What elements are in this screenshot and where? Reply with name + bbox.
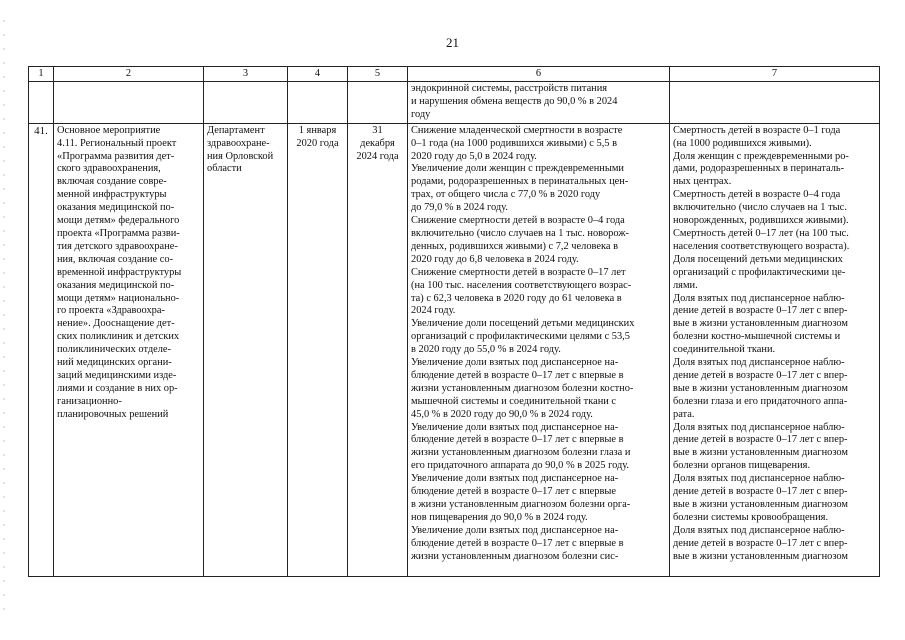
text-line: заций медицинскими изде- bbox=[57, 369, 177, 381]
header-cell: 4 bbox=[288, 67, 348, 82]
text-line: дение детей в возрасте 0–17 лет с впер- bbox=[673, 486, 848, 498]
text-line: родами, родоразрешенных в перинатальных цен- bbox=[411, 176, 629, 188]
text-line: болезни органов пищеварения. bbox=[673, 460, 811, 472]
text-line: включительно (число случаев на 1 тыс. новорож- bbox=[411, 227, 629, 239]
text-line: в 2020 году до 55,0 % в 2024 году. bbox=[411, 344, 561, 356]
end-date-text bbox=[351, 125, 404, 164]
header-cell: 7 bbox=[670, 67, 880, 82]
text-line: лиями и создание в них ор- bbox=[57, 382, 178, 394]
text-line: вые в жизни установленным диагнозом bbox=[673, 447, 848, 459]
text-line: организаций с профилактическими це- bbox=[673, 266, 846, 278]
empty-cell bbox=[670, 82, 880, 124]
text-line: Увеличение доли женщин с преждевременными bbox=[411, 163, 624, 175]
activity-text bbox=[57, 125, 200, 422]
text-line: менной инфраструктуры bbox=[57, 189, 167, 201]
text-line: ний медицинских органи- bbox=[57, 357, 172, 369]
text-line: и нарушения обмена веществ до 90,0 % в 2024 bbox=[411, 95, 618, 107]
text-line: вые в жизни установленным диагнозом bbox=[673, 318, 848, 330]
header-cell: 5 bbox=[348, 67, 408, 82]
text-line: го проекта «Здравоохра- bbox=[57, 305, 165, 317]
text-line: населения соответствующего возраста). bbox=[673, 240, 850, 252]
continuation-results-text bbox=[411, 83, 666, 122]
text-line: Доля взятых под диспансерное наблю- bbox=[673, 292, 845, 304]
text-line: 1 января bbox=[298, 124, 337, 136]
row-number: 41. bbox=[29, 123, 54, 576]
text-line: вые в жизни установленным диагнозом bbox=[673, 550, 848, 562]
text-line: болезни костно-мышечной системы и bbox=[673, 331, 841, 343]
end-date-cell bbox=[348, 123, 408, 576]
text-line: дами, родоразрешенных в перинаталь- bbox=[673, 163, 845, 175]
page-number: 21 bbox=[446, 35, 459, 50]
executor-text bbox=[207, 125, 284, 177]
text-line: Увеличение доли посещений детьми медицинских bbox=[411, 318, 635, 330]
text-line: новорожденных, родившихся живыми). bbox=[673, 215, 849, 227]
text-line: блюдение детей в возрасте 0–17 лет с впервые в bbox=[411, 369, 624, 381]
text-line: 2020 года bbox=[296, 137, 339, 149]
text-line: ния Орловской bbox=[207, 150, 274, 162]
text-line: ских поликлиник и детских bbox=[57, 331, 180, 343]
scan-edge-marks bbox=[3, 20, 5, 620]
text-line: дение детей в возрасте 0–17 лет с впер- bbox=[673, 305, 848, 317]
text-line: Доля взятых под диспансерное наблю- bbox=[673, 357, 845, 369]
text-line: временной инфраструктуры bbox=[57, 266, 182, 278]
text-line: блюдение детей в возрасте 0–17 лет с впервые в bbox=[411, 537, 624, 549]
header-cell: 1 bbox=[29, 67, 54, 82]
table-row-continuation bbox=[29, 82, 880, 124]
text-line: жизни установленным диагнозом болезни глаза и bbox=[411, 447, 631, 459]
text-line: 2020 году до 6,8 человека в 2024 году. bbox=[411, 253, 579, 265]
text-line: оказания медицинской по- bbox=[57, 279, 175, 291]
text-line: соединительной ткани. bbox=[673, 344, 776, 356]
text-line: 2024 года bbox=[356, 150, 399, 162]
empty-cell bbox=[54, 82, 204, 124]
text-line: ского здравоохранения, bbox=[57, 163, 161, 175]
text-line: планировочных решений bbox=[57, 408, 169, 420]
header-cell: 3 bbox=[204, 67, 288, 82]
header-cell: 6 bbox=[408, 67, 670, 82]
empty-cell bbox=[29, 82, 54, 124]
text-line: Увеличение доли взятых под диспансерное на- bbox=[411, 524, 619, 536]
text-line: Увеличение доли взятых под диспансерное на- bbox=[411, 473, 619, 485]
text-line: Снижение смертности детей в возрасте 0–17 лет bbox=[411, 266, 626, 278]
text-line: Увеличение доли взятых под диспансерное на- bbox=[411, 421, 619, 433]
text-line: Доля взятых под диспансерное наблю- bbox=[673, 421, 845, 433]
text-line: (на 1000 родившихся живыми). bbox=[673, 137, 812, 149]
table-header-row bbox=[29, 67, 880, 82]
text-line: Увеличение доли взятых под диспансерное на- bbox=[411, 357, 619, 369]
text-line: вые в жизни установленным диагнозом bbox=[673, 382, 848, 394]
text-line: «Программа развития дет- bbox=[57, 150, 175, 162]
text-line: Смертность детей 0–17 лет (на 100 тыс. bbox=[673, 227, 849, 239]
text-line: дение детей в возрасте 0–17 лет с впер- bbox=[673, 369, 848, 381]
text-line: дение детей в возрасте 0–17 лет с впер- bbox=[673, 537, 848, 549]
text-line: жизни установленным диагнозом болезни костно- bbox=[411, 382, 634, 394]
text-line: Снижение смертности детей в возрасте 0–4 года bbox=[411, 215, 625, 227]
text-line: здравоохране- bbox=[207, 137, 270, 149]
text-line: Основное мероприятие bbox=[57, 124, 161, 136]
text-line: году bbox=[411, 108, 431, 120]
text-line: проекта «Программа разви- bbox=[57, 227, 180, 239]
text-line: мощи детям» федерального bbox=[57, 215, 180, 227]
text-line: 0–1 года (на 1000 родившихся живыми) с 5,5 в bbox=[411, 137, 618, 149]
indicators-text bbox=[673, 125, 876, 564]
text-line: 2020 году до 5,0 в 2024 году. bbox=[411, 150, 537, 162]
document-table bbox=[28, 66, 880, 577]
text-line: Доля взятых под диспансерное наблю- bbox=[673, 524, 845, 536]
text-line: Снижение младенческой смертности в возрасте bbox=[411, 124, 623, 136]
text-line: Смертность детей в возрасте 0–1 года bbox=[673, 124, 841, 136]
text-line: поликлинических отделе- bbox=[57, 344, 172, 356]
text-line: 31 bbox=[372, 124, 383, 136]
text-line: вые в жизни установленным диагнозом bbox=[673, 499, 848, 510]
text-line: декабря bbox=[360, 137, 395, 149]
text-line: дение детей в возрасте 0–17 лет с впер- bbox=[673, 434, 848, 446]
text-line: болезни системы кровообращения. bbox=[673, 511, 829, 523]
text-line: Доля посещений детьми медицинских bbox=[673, 253, 843, 265]
text-line: Смертность детей в возрасте 0–4 года bbox=[673, 189, 841, 201]
start-date-text bbox=[291, 125, 344, 151]
text-line: ных центрах. bbox=[673, 176, 732, 188]
text-line: Департамент bbox=[207, 124, 265, 136]
text-line: его придаточного аппарата до 90,0 % в 2025 году. bbox=[411, 460, 630, 472]
text-line: мышечной системы и соединительной ткани с bbox=[411, 395, 617, 407]
empty-cell bbox=[204, 82, 288, 124]
text-line: нение». Дооснащение дет- bbox=[57, 318, 175, 330]
text-line: эндокринной системы, расстройств питания bbox=[411, 83, 608, 94]
table-row bbox=[29, 123, 880, 576]
text-line: 4.11. Региональный проект bbox=[57, 137, 177, 149]
text-line: та) с 62,3 человека в 2020 году до 61 человека в bbox=[411, 292, 622, 304]
expected-results-text bbox=[411, 125, 666, 564]
empty-cell bbox=[348, 82, 408, 124]
text-line: нов пищеварения до 90,0 % в 2024 году. bbox=[411, 511, 588, 523]
text-line: тия детского здравоохране- bbox=[57, 240, 178, 252]
text-line: блюдение детей в возрасте 0–17 лет с впервые bbox=[411, 486, 616, 498]
text-line: болезни глаза и его придаточного аппа- bbox=[673, 395, 848, 407]
text-line: денных, родившихся живыми) с 7,2 человека в bbox=[411, 240, 618, 252]
activity-cell bbox=[54, 123, 204, 576]
text-line: включительно (число случаев на 1 тыс. bbox=[673, 202, 847, 214]
text-line: ганизационно- bbox=[57, 395, 122, 407]
expected-results-cell bbox=[408, 123, 670, 576]
text-line: организаций с профилактическими целями с 53,5 bbox=[411, 331, 630, 343]
indicators-cell bbox=[670, 123, 880, 576]
text-line: включая создание совре- bbox=[57, 176, 167, 188]
executor-cell bbox=[204, 123, 288, 576]
text-line: в жизни установленным диагнозом болезни орга- bbox=[411, 499, 631, 510]
empty-cell bbox=[288, 82, 348, 124]
text-line: жизни установленным диагнозом болезни сис- bbox=[411, 550, 619, 562]
text-line: рата. bbox=[673, 408, 695, 420]
text-line: Доля взятых под диспансерное наблю- bbox=[673, 473, 845, 485]
text-line: мощи детям» национально- bbox=[57, 292, 180, 304]
text-line: ния, включая создание со- bbox=[57, 253, 174, 265]
text-line: области bbox=[207, 163, 242, 175]
text-line: оказания медицинской по- bbox=[57, 202, 175, 214]
header-cell: 2 bbox=[54, 67, 204, 82]
text-line: 45,0 % в 2020 году до 90,0 % в 2024 году. bbox=[411, 408, 593, 420]
text-line: (на 100 тыс. населения соответствующего возрас- bbox=[411, 279, 632, 291]
text-line: 2024 году. bbox=[411, 305, 456, 317]
text-line: лями. bbox=[673, 279, 698, 291]
text-line: до 79,0 % в 2024 году. bbox=[411, 202, 508, 214]
start-date-cell bbox=[288, 123, 348, 576]
text-line: трах, от общего числа с 77,0 % в 2020 году bbox=[411, 189, 601, 201]
continuation-results-cell bbox=[408, 82, 670, 124]
text-line: блюдение детей в возрасте 0–17 лет с впервые в bbox=[411, 434, 624, 446]
text-line: Доля женщин с преждевременными ро- bbox=[673, 150, 849, 162]
